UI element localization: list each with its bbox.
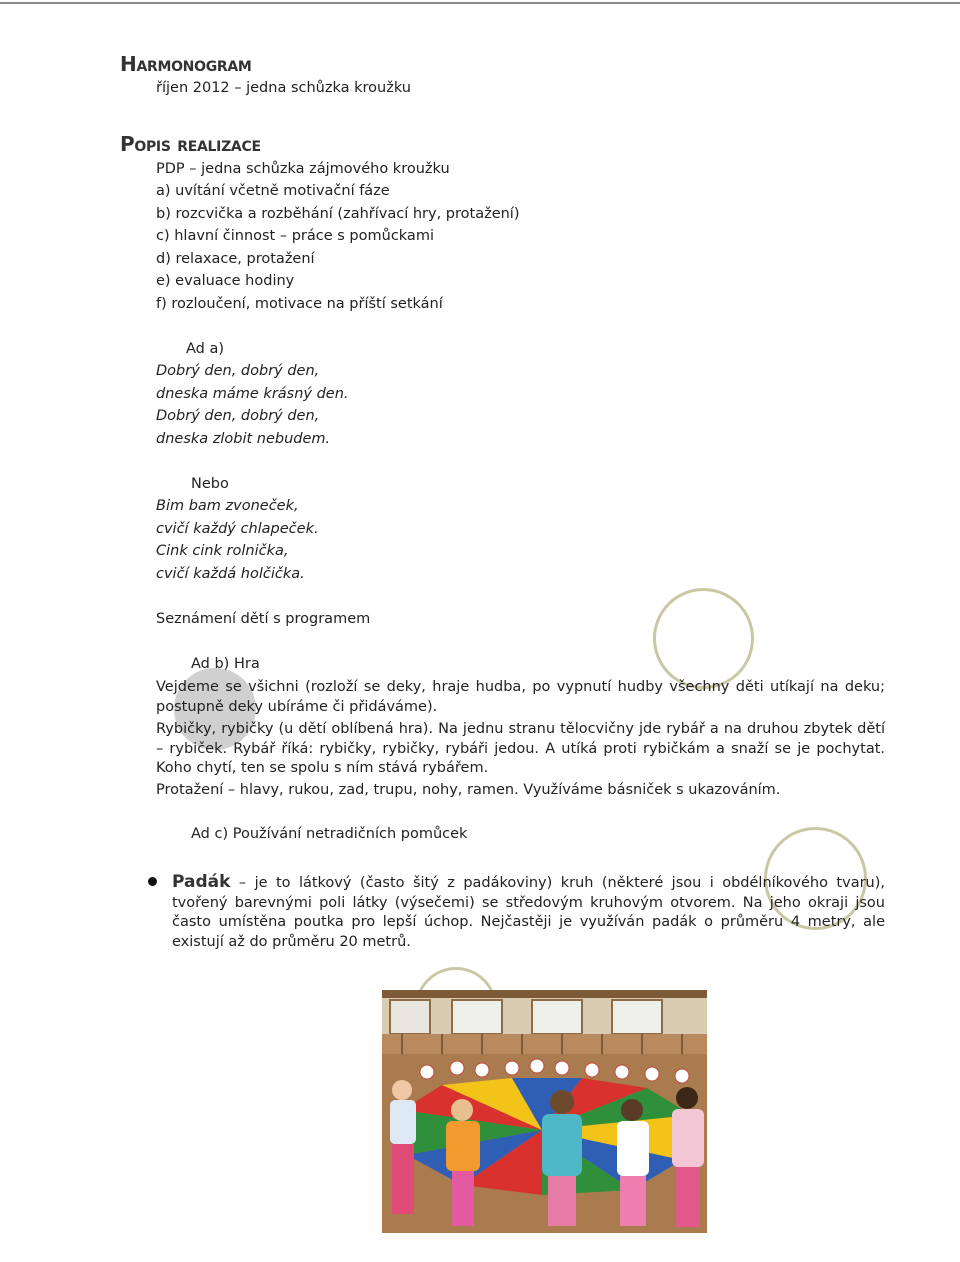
- poem-line: Bim bam zvoneček,: [156, 498, 299, 514]
- padak-text: – je to látkový (často šitý z padákoviny) kruh (některé jsou i obdélníkového tvaru), tvořený barevnými poli látky (výsečemi) se středovým kruhovým otvorem. Na jeho okraji jsou často umístěna poutka pro lepší úchop. Nejčastěji je využíván padák o průměru 4 metry, ale existují až do průměru 20 metrů.: [172, 875, 886, 950]
- poem-line: dneska máme krásný den.: [156, 386, 349, 402]
- realizace-line: d) relaxace, protažení: [156, 251, 315, 267]
- realizace-line: c) hlavní činnost – práce s pomůckami: [156, 228, 434, 244]
- padak-paragraph: [172, 873, 885, 952]
- realizace-line: a) uvítání včetně motivační fáze: [156, 183, 390, 199]
- realizace-line: f) rozloučení, motivace na příští setkání: [156, 296, 443, 312]
- ad-c-label: Ad c) Používání netradičních pomůcek: [191, 826, 468, 842]
- poem-line: Dobrý den, dobrý den,: [156, 408, 320, 424]
- poem-line: cvičí každý chlapeček.: [156, 521, 319, 537]
- parachute-photo-illustration: [382, 990, 707, 1233]
- stretch-paragraph: Protažení – hlavy, rukou, zad, trupu, nohy, ramen. Využíváme básniček s ukazováním.: [156, 782, 781, 798]
- parachute-photo: [382, 990, 707, 1233]
- realizace-line: PDP – jedna schůzka zájmového kroužku: [156, 161, 450, 177]
- poem-line: cvičí každá holčička.: [156, 566, 305, 582]
- top-rule: [0, 2, 960, 4]
- decor-ring: [653, 588, 754, 689]
- poem-line: dneska zlobit nebudem.: [156, 431, 331, 447]
- seznameni-text: Seznámení dětí s programem: [156, 611, 371, 627]
- ad-b-label: Ad b) Hra: [191, 656, 260, 672]
- harmonogram-text: říjen 2012 – jedna schůzka kroužku: [156, 80, 411, 96]
- realizace-heading: Popis realizace: [120, 132, 261, 156]
- realizace-line: e) evaluace hodiny: [156, 273, 295, 289]
- poem-line: Cink cink rolnička,: [156, 543, 289, 559]
- poem-line: Dobrý den, dobrý den,: [156, 363, 320, 379]
- harmonogram-heading: Harmonogram: [120, 52, 252, 76]
- game-paragraph: Rybičky, rybičky (u dětí oblíbená hra). Na jednu stranu tělocvičny jde rybář a na druhou zbytek dětí – rybiček. Rybář říká: rybičky, rybičky, rybáři jedou. A utíká proti rybičkám a snaží se je pochytat. Koho chytí, ten se spolu s ním stává rybářem.: [156, 721, 885, 776]
- ad-a-label: Ad a): [186, 341, 225, 357]
- realizace-line: b) rozcvička a rozběhání (zahřívací hry, protažení): [156, 206, 520, 222]
- bullet-icon: [148, 877, 157, 886]
- game-paragraph: Vejdeme se všichni (rozloží se deky, hraje hudba, po vypnutí hudby všechny děti utíkají na deku; postupně deky ubíráme či přidáváme).: [156, 679, 885, 715]
- or-label: Nebo: [191, 476, 229, 492]
- padak-term: Padák: [172, 872, 231, 892]
